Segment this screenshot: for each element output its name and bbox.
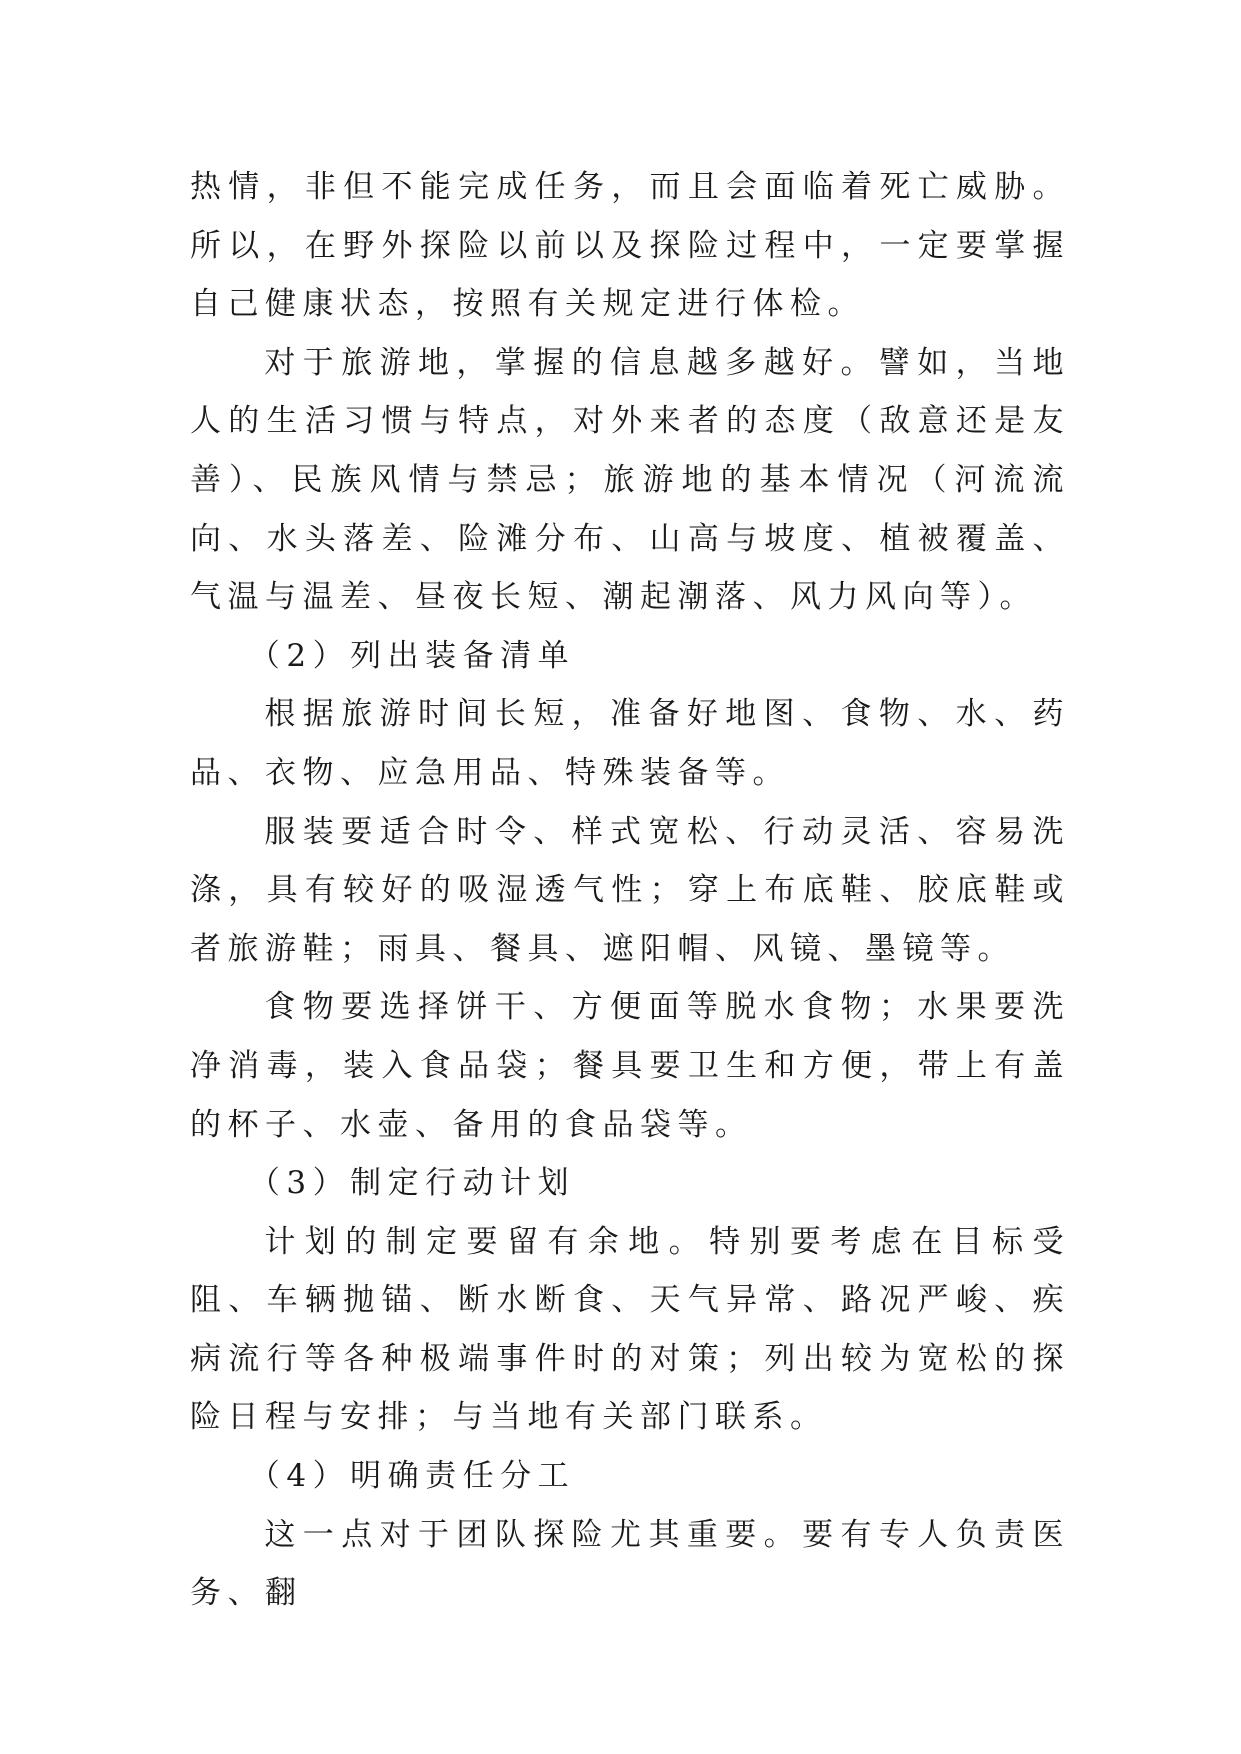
paragraph-clothing: 服装要适合时令、样式宽松、行动灵活、容易洗涤，具有较好的吸湿透气性；穿上布底鞋、胶底鞋或者旅游鞋；雨具、餐具、遮阳帽、风镜、墨镜等。 — [190, 813, 1070, 967]
paragraph-equipment-prep: 根据旅游时间长短，准备好地图、食物、水、药品、衣物、应急用品、特殊装备等。 — [190, 696, 1070, 791]
paragraph-plan-details: 计划的制定要留有余地。特别要考虑在目标受阻、车辆抛锚、断水断食、天气异常、路况严峻、疾病流行等各种极端事件时的对策；列出较为宽松的探险日程与安排；与当地有关部门联系。 — [190, 1223, 1070, 1436]
document-body — [190, 158, 1070, 1623]
paragraph-food: 食物要选择饼干、方便面等脱水食物；水果要洗净消毒，装入食品袋；餐具要卫生和方便，带上有盖的杯子、水壶、备用的食品袋等。 — [190, 989, 1070, 1143]
paragraph-destination-info: 对于旅游地，掌握的信息越多越好。譬如，当地人的生活习惯与特点，对外来者的态度（敌意还是友善）、民族风情与禁忌；旅游地的基本情况（河流流向、水头落差、险滩分布、山高与坡度、植被覆盖、气温与温差、昼夜长短、潮起潮落、风力风向等）。 — [190, 344, 1070, 616]
paragraph-team-roles: 这一点对于团队探险尤其重要。要有专人负责医务、翻 — [190, 1516, 1070, 1612]
section-heading-action-plan: （3）制定行动计划 — [248, 1165, 576, 1202]
paragraph-health-check: 热情，非但不能完成任务，而且会面临着死亡威胁。所以，在野外探险以前以及探险过程中，一定要掌握自己健康状态，按照有关规定进行体检。 — [190, 169, 1070, 323]
section-heading-responsibilities: （4）明确责任分工 — [248, 1458, 576, 1495]
section-heading-equipment-list: （2）列出装备清单 — [248, 637, 576, 674]
